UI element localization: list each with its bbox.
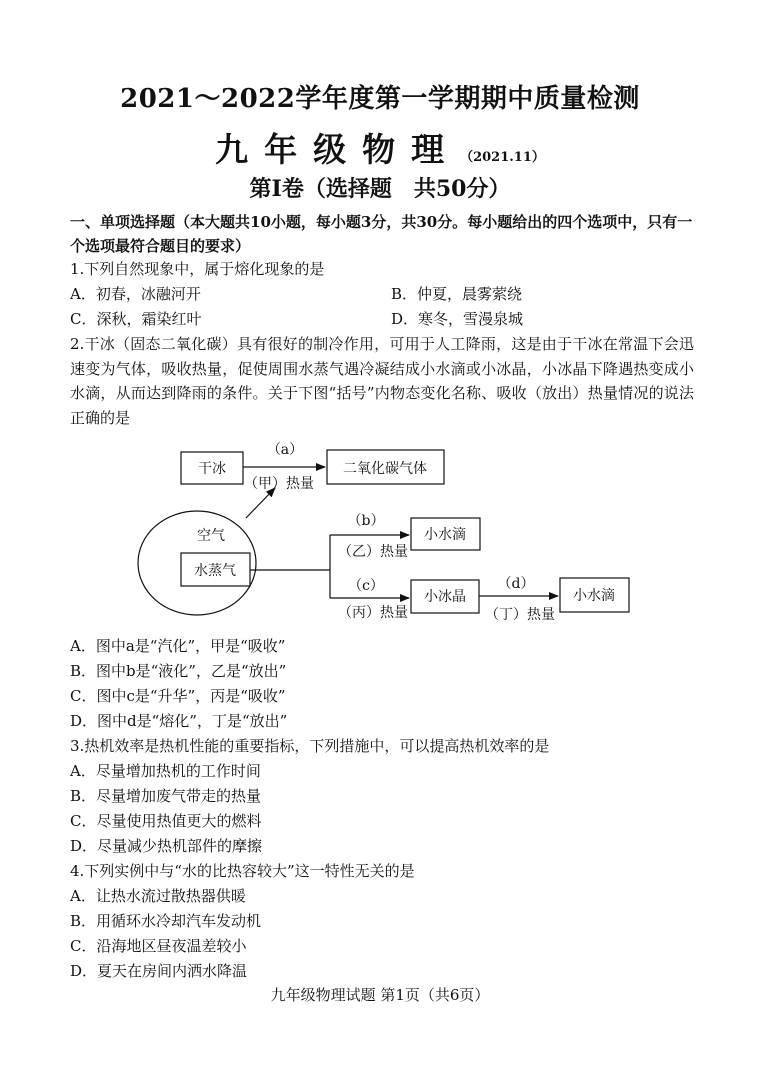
q2-option-a: A．图中a是“汽化”，甲是“吸收”	[70, 637, 286, 655]
dry-ice-label: 干冰	[198, 461, 226, 477]
heat-bing: （丙）热量	[338, 605, 408, 621]
air-label: 空气	[197, 528, 225, 544]
heat-ding: （丁）热量	[485, 607, 555, 623]
q3-option-d: D．尽量减少热机部件的摩擦	[70, 837, 263, 855]
arrow-to-jia	[246, 488, 275, 518]
q4-option-a: A．让热水流过散热器供暖	[70, 887, 246, 905]
q3-option-b: B．尽量增加废气带走的热量	[70, 787, 262, 805]
question-2-stem: 2.干冰（固态二氧化碳）具有很好的制冷作用，可用于人工降雨，这是由于干冰在常温下会迅速变为气体，吸收热量，促使周围水蒸气遇冷凝结成小水滴或小冰晶，小冰晶下降遇热变成小水滴，从而达到降雨的条件。关于下图“括号”内物态变化名称、吸收（放出）热量情况的说法正确的是	[70, 335, 694, 427]
droplet-d-label: 小水滴	[573, 588, 615, 604]
co2-gas-label: 二氧化碳气体	[343, 461, 427, 477]
label-c: （c）	[348, 578, 384, 594]
q2-option-d: D．图中d是“熔化”，丁是“放出”	[70, 712, 288, 730]
question-1-stem: 1.下列自然现象中，属于熔化现象的是	[70, 260, 325, 278]
q4-option-c: C．沿海地区昼夜温差较小	[70, 937, 247, 955]
q4-option-b: B．用循环水冷却汽车发动机	[70, 912, 262, 930]
label-b: （b）	[347, 513, 385, 529]
exam-date: （2021.11）	[460, 150, 545, 165]
subject-name: 九年级物理	[215, 130, 461, 169]
subject-title	[0, 124, 760, 171]
q1-option-b: B．仲夏，晨雾萦绕	[391, 285, 523, 303]
page-footer: 九年级物理试题 第1页（共6页）	[270, 986, 490, 1004]
heat-yi: （乙）热量	[338, 544, 408, 560]
q1-option-c: C．深秋，霜染红叶	[70, 310, 202, 328]
ice-crystal-label: 小冰晶	[424, 589, 466, 605]
section-heading: 一、单项选择题（本大题共10小题，每小题3分，共30分。每小题给出的四个选项中，只有一个选项最符合题目的要求）	[70, 213, 693, 255]
droplet-b-label: 小水滴	[424, 527, 466, 543]
q3-option-c: C．尽量使用热值更大的燃料	[70, 812, 262, 830]
exam-title: 2021～2022学年度第一学期期中质量检测	[120, 84, 640, 114]
q2-option-b: B．图中b是“液化”，乙是“放出”	[70, 662, 287, 680]
heat-jia: （甲）热量	[244, 476, 314, 492]
q1-option-d: D．寒冬，雪漫泉城	[391, 310, 524, 328]
q3-option-a: A．尽量增加热机的工作时间	[70, 762, 261, 780]
question-4-stem: 4.下列实例中与“水的比热容较大”这一特性无关的是	[70, 862, 415, 880]
label-d: （d）	[497, 576, 535, 592]
q2-option-c: C．图中c是“升华”，丙是“吸收”	[70, 687, 286, 705]
label-a: （a）	[266, 442, 304, 458]
q1-option-a: A．初春，冰融河开	[70, 285, 201, 303]
question-3-stem: 3.热机效率是热机性能的重要指标，下列措施中，可以提高热机效率的是	[70, 737, 550, 755]
state-change-diagram	[0, 430, 760, 630]
part-title: 第Ⅰ卷（选择题 共50分）	[249, 176, 511, 202]
vapor-label: 水蒸气	[194, 563, 236, 579]
q4-option-d: D．夏天在房间内洒水降温	[70, 962, 248, 980]
